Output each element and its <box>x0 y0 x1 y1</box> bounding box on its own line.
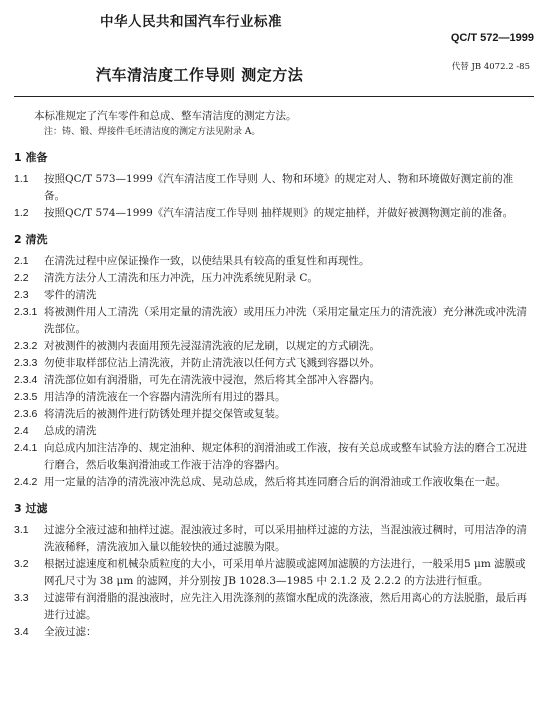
standard-number: QC/T 572—1999 <box>450 32 534 44</box>
clause-number: 3.1 <box>14 524 29 536</box>
clause-text: 按照QC/T 573—1999《汽车清洁度工作导则 人、物和环境》的规定对人、物和环境做好测定前的准备。 <box>44 173 514 202</box>
clause-text: 过滤带有润滑脂的混浊液时，应先注入用洗涤剂的蒸馏水配成的洗涤液，然后用离心的方法脱脂，最后再进行过滤。 <box>44 592 527 621</box>
clause-2-3-2 <box>14 338 534 355</box>
clause-number: 2.3.3 <box>14 357 38 369</box>
clause-text: 全液过滤： <box>44 626 97 638</box>
clause-text: 将清洗后的被测件进行防锈处理并提交保管或复装。 <box>44 408 286 420</box>
clause-2-3-6 <box>14 406 534 423</box>
clause-2-4-2 <box>14 474 534 491</box>
clause-text: 用一定量的洁净的清洗液冲洗总成、晃动总成，然后将其连同磨合后的润滑油或工作液收集在一起。 <box>44 476 506 488</box>
clause-number: 1.1 <box>14 173 29 185</box>
clause-number: 2.3.5 <box>14 391 38 403</box>
clause-2-3-5 <box>14 389 534 406</box>
clause-number: 3.4 <box>14 626 29 638</box>
clause-text: 过滤分全液过滤和抽样过滤。混浊液过多时，可以采用抽样过滤的方法，当混浊液过稠时，可用洁净的清洗液稀释，清洗液加入量以能较快的通过滤膜为限。 <box>44 524 527 553</box>
section-heading-2: 2 清洗 <box>14 233 48 246</box>
clause-2-1 <box>14 253 534 270</box>
clause-3-3 <box>14 590 534 624</box>
clause-number: 2.4 <box>14 425 29 437</box>
section-heading-1: 1 准备 <box>14 151 48 164</box>
document-title: 汽车清洁度工作导则 测定方法 <box>96 66 304 84</box>
clause-text: 总成的清洗 <box>44 425 97 437</box>
clause-number: 1.2 <box>14 207 29 219</box>
clause-2-3 <box>14 287 534 304</box>
clause-3-1 <box>14 522 534 556</box>
clause-2-4-1 <box>14 440 534 474</box>
clause-text: 清洗方法分人工清洗和压力冲洗，压力冲洗系统见附录 C。 <box>44 272 318 284</box>
clause-number: 2.3 <box>14 289 29 301</box>
standard-category-title: 中华人民共和国汽车行业标准 <box>100 14 282 30</box>
header-divider <box>14 96 534 97</box>
clause-number: 3.2 <box>14 558 29 570</box>
clause-text: 向总成内加注洁净的、规定油种、规定体积的润滑油或工作液，按有关总成或整车试验方法的磨合工况进行磨合，然后收集润滑油或工作液于洁净的容器内。 <box>44 442 527 471</box>
clause-1-2 <box>14 205 534 222</box>
clause-text: 清洗部位如有润滑脂，可先在清洗液中浸泡，然后将其全部冲入容器内。 <box>44 374 380 386</box>
clause-2-3-3 <box>14 355 534 372</box>
section-heading-3: 3 过滤 <box>14 502 48 515</box>
clause-text: 零件的清洗 <box>44 289 97 301</box>
clause-text: 用洁净的清洗液在一个容器内清洗所有用过的器具。 <box>44 391 286 403</box>
clause-number: 2.4.1 <box>14 442 38 454</box>
clause-number: 2.1 <box>14 255 29 267</box>
clause-2-3-1 <box>14 304 534 338</box>
clause-number: 2.2 <box>14 272 29 284</box>
intro-note: 注：铸、锻、焊接件毛坯清洁度的测定方法见附录 A。 <box>44 127 261 137</box>
clause-3-4 <box>14 624 534 641</box>
clause-2-2 <box>14 270 534 287</box>
clause-number: 2.4.2 <box>14 476 38 488</box>
clause-number: 2.3.1 <box>14 306 38 318</box>
clause-2-4 <box>14 423 534 440</box>
clause-number: 2.3.6 <box>14 408 38 420</box>
clause-number: 2.3.2 <box>14 340 38 352</box>
clause-text: 将被测件用人工清洗（采用定量的清洗液）或用压力冲洗（采用定量定压力的清洗液）充分淋洗或冲洗清洗部位。 <box>44 306 527 335</box>
clause-text: 根据过滤速度和机械杂质粒度的大小，可采用单片滤膜或滤网加滤膜的方法进行，一般采用5 μm 滤膜或网孔尺寸为 38 μm 的滤网，并分别按 JB 1028.3—1985 中 2.1.2 及 2.2.2 的方法进行恒重。 <box>44 558 526 587</box>
clause-text: 在清洗过程中应保证操作一致，以使结果具有较高的重复性和再现性。 <box>44 255 370 267</box>
clause-3-2 <box>14 556 534 590</box>
intro-paragraph: 本标准规定了汽车零件和总成、整车清洁度的测定方法。 <box>34 110 297 122</box>
document-body <box>14 108 534 641</box>
replaces-standard: 代替 JB 4072.2 -85 <box>451 62 530 72</box>
clause-1-1 <box>14 171 534 205</box>
clause-text: 按照QC/T 574—1999《汽车清洁度工作导则 抽样规则》的规定抽样，并做好被测物测定前的准备。 <box>44 207 514 219</box>
clause-text: 对被测件的被测内表面用预先浸湿清洗液的尼龙刷，以规定的方式刷洗。 <box>44 340 380 352</box>
clause-2-3-4 <box>14 372 534 389</box>
clause-number: 3.3 <box>14 592 29 604</box>
clause-number: 2.3.4 <box>14 374 38 386</box>
clause-text: 勿使非取样部位沾上清洗液，并防止清洗液以任何方式飞溅到容器以外。 <box>44 357 380 369</box>
